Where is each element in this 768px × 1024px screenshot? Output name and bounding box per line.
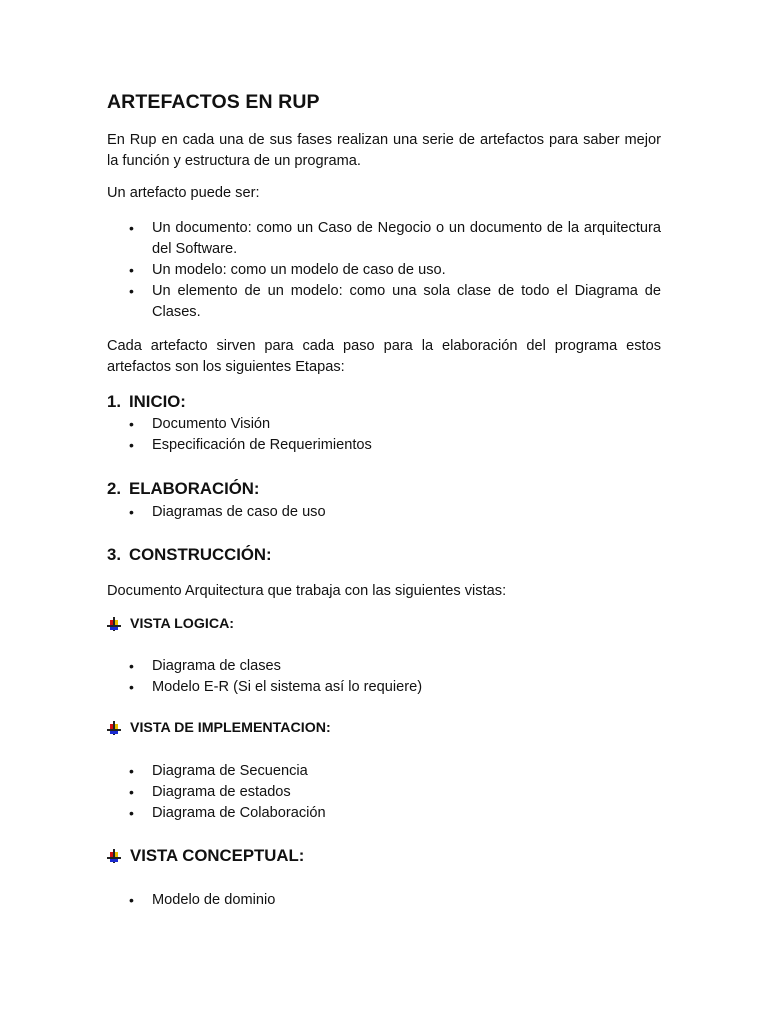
artifact-intro: Un artefacto puede ser: bbox=[107, 185, 260, 201]
section-heading-inicio: 1. INICIO: bbox=[107, 392, 186, 411]
list-item: • Diagrama de estados bbox=[107, 782, 661, 803]
view-heading-logica: VISTA LOGICA: bbox=[107, 616, 234, 632]
document-title: ARTEFACTOS EN RUP bbox=[107, 91, 320, 113]
bullet-icon: • bbox=[129, 437, 134, 453]
artifact-types-list bbox=[107, 218, 661, 323]
list-item: • Diagramas de caso de uso bbox=[107, 502, 661, 523]
bullet-icon: • bbox=[129, 784, 134, 800]
cross-bullet-icon bbox=[107, 617, 121, 631]
logica-list bbox=[107, 656, 661, 698]
view-heading-implementacion: VISTA DE IMPLEMENTACION: bbox=[107, 720, 331, 736]
bullet-icon: • bbox=[129, 892, 134, 908]
list-item: • Especificación de Requerimientos bbox=[107, 435, 661, 456]
list-item: • Documento Visión bbox=[107, 414, 661, 435]
bullet-icon: • bbox=[129, 805, 134, 821]
cross-bullet-icon bbox=[107, 849, 121, 863]
bullet-icon: • bbox=[129, 763, 134, 779]
bullet-icon: • bbox=[129, 262, 134, 278]
construction-intro: Documento Arquitectura que trabaja con las siguientes vistas: bbox=[107, 583, 507, 599]
bullet-icon: • bbox=[129, 416, 134, 432]
implementacion-list bbox=[107, 761, 661, 824]
list-item: • Diagrama de clases bbox=[107, 656, 661, 677]
list-item: • Diagrama de Secuencia bbox=[107, 761, 661, 782]
bullet-icon: • bbox=[129, 679, 134, 695]
bullet-icon: • bbox=[129, 504, 134, 520]
list-item: • Modelo E-R (Si el sistema así lo requiere) bbox=[107, 677, 661, 698]
conceptual-list bbox=[107, 890, 661, 911]
list-item: • Un elemento de un modelo: como una sola clase de todo el Diagrama de Clases. bbox=[129, 283, 661, 320]
section-heading-construccion: 3. CONSTRUCCIÓN: bbox=[107, 545, 272, 564]
bullet-icon: • bbox=[129, 283, 134, 299]
bullet-icon: • bbox=[129, 220, 134, 236]
intro-paragraph: En Rup en cada una de sus fases realizan una serie de artefactos para saber mejor la función y estructura de un programa. bbox=[107, 132, 661, 169]
list-item: • Un documento: como un Caso de Negocio o un documento de la arquitectura del Software. bbox=[129, 220, 661, 257]
list-item: • Diagrama de Colaboración bbox=[107, 803, 661, 824]
inicio-list bbox=[107, 414, 661, 456]
list-item: • Modelo de dominio bbox=[107, 890, 661, 911]
elaboracion-list bbox=[107, 502, 661, 523]
section-heading-elaboracion: 2. ELABORACIÓN: bbox=[107, 479, 260, 498]
view-heading-conceptual: VISTA CONCEPTUAL: bbox=[107, 846, 304, 866]
bullet-icon: • bbox=[129, 658, 134, 674]
stages-intro: Cada artefacto sirven para cada paso para la elaboración del programa estos artefactos son los siguientes Etapas: bbox=[107, 338, 661, 375]
list-item: • Un modelo: como un modelo de caso de uso. bbox=[107, 260, 661, 281]
cross-bullet-icon bbox=[107, 721, 121, 735]
